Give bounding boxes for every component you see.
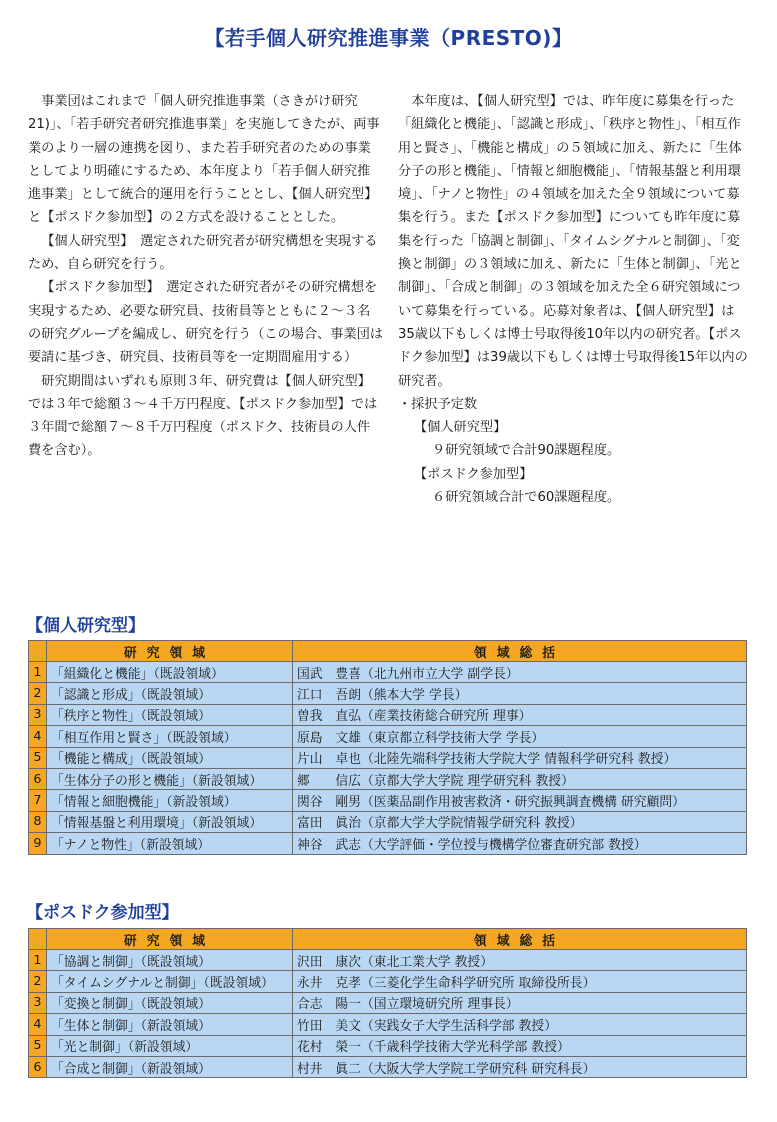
header-field: 研究領域 — [47, 929, 293, 950]
field-supervisor: 郷 信広（京都大学大学院 理学研究科 教授） — [293, 768, 747, 789]
research-field: 「組織化と機能」（既設領域） — [47, 662, 293, 683]
period-budget-paragraph: 研究期間はいずれも原則３年、研究費は【個人研究型】では３年で総額３～４千万円程度、【ポスドク参加型】では３年間で総額７～８千万円程度（ポスドク、技術員の人件費を含む）。 — [28, 373, 378, 459]
research-field: 「情報と細胞機能」（新設領域） — [47, 790, 293, 811]
row-number: 5 — [29, 747, 47, 768]
plan-type1: 【個人研究型】 — [414, 420, 507, 436]
field-supervisor: 沢田 康次（東北工業大学 教授） — [293, 950, 747, 971]
field-supervisor: 国武 豊喜（北九州市立大学 副学長） — [293, 662, 747, 683]
table-row — [29, 811, 747, 832]
field-supervisor: 片山 卓也（北陸先端科学技術大学院大学 情報科学研究科 教授） — [293, 747, 747, 768]
field-supervisor: 富田 眞治（京都大学大学院情報学研究科 教授） — [293, 811, 747, 832]
plan-type1-detail: ９研究領域で合計90課題程度。 — [432, 443, 621, 459]
section-heading-individual: 【個人研究型】 — [26, 616, 145, 636]
research-field: 「生体分子の形と機能」（新設領域） — [47, 768, 293, 789]
research-field: 「機能と構成」（既設領域） — [47, 747, 293, 768]
research-field: 「情報基盤と利用環境」（新設領域） — [47, 811, 293, 832]
postdoc-type-paragraph: 【ポスドク参加型】 選定された研究者がその研究構想を実現するため、必要な研究員、技術員等とともに２～３名の研究グループを編成し、研究を行う（この場合、事業団は要請に基づき、研究員、技術員等を一定期間雇用する） — [28, 280, 384, 366]
row-number: 4 — [29, 1014, 47, 1035]
row-number: 1 — [29, 662, 47, 683]
table-row — [29, 950, 747, 971]
individual-type-paragraph: 【個人研究型】 選定された研究者が研究構想を実現するため、自ら研究を行う。 — [28, 233, 378, 273]
field-supervisor: 関谷 剛男（医薬品副作用被害救済・研究振興調査機構 研究顧問） — [293, 790, 747, 811]
field-supervisor: 原島 文雄（東京都立科学技術大学 学長） — [293, 726, 747, 747]
research-field: 「変換と制御」（既設領域） — [47, 992, 293, 1013]
page-title: 【若手個人研究推進事業（PRESTO)】 — [204, 26, 573, 50]
field-supervisor: 曽我 直弘（産業技術総合研究所 理事） — [293, 704, 747, 725]
row-number: 6 — [29, 768, 47, 789]
research-field: 「秩序と物性」（既設領域） — [47, 704, 293, 725]
intro-paragraph: 事業団はこれまで「個人研究推進事業（さきがけ研究21)」、「若手研究者研究推進事業」を実施してきたが、両事業のより一層の連携を図り、また若手研究者のための事業としてより明確にするため、本年度より「若手個人研究推進事業」として統合的運用を行うこととし、【個人研究型】と【ポスドク参加型】の２方式を設けることとした。 — [28, 94, 380, 226]
table-row — [29, 768, 747, 789]
table-row — [29, 790, 747, 811]
header-num-cell — [29, 929, 47, 950]
body-columns — [28, 90, 750, 509]
table-row — [29, 662, 747, 683]
row-number: 9 — [29, 833, 47, 854]
research-field: 「光と制御」（新設領域） — [47, 1035, 293, 1056]
field-supervisor: 合志 陽一（国立環境研究所 理事長） — [293, 992, 747, 1013]
plan-type2-detail: ６研究領域合計で60課題程度。 — [432, 490, 621, 506]
plan-type2: 【ポスドク参加型】 — [414, 466, 533, 482]
right-column — [398, 90, 750, 509]
table-row — [29, 704, 747, 725]
table-row — [29, 747, 747, 768]
row-number: 8 — [29, 811, 47, 832]
table-row — [29, 1035, 747, 1056]
research-field: 「協調と制御」（既設領域） — [47, 950, 293, 971]
row-number: 1 — [29, 950, 47, 971]
row-number: 4 — [29, 726, 47, 747]
header-supervisor: 領域総括 — [293, 641, 747, 662]
field-supervisor: 江口 吾朗（熊本大学 学長） — [293, 683, 747, 704]
header-field: 研究領域 — [47, 641, 293, 662]
research-field: 「合成と制御」（新設領域） — [47, 1056, 293, 1077]
table-header-row — [29, 929, 747, 950]
field-supervisor: 花村 榮一（千歳科学技術大学光科学部 教授） — [293, 1035, 747, 1056]
field-supervisor: 竹田 美文（実践女子大学生活科学部 教授） — [293, 1014, 747, 1035]
table-row — [29, 992, 747, 1013]
header-supervisor: 領域総括 — [293, 929, 747, 950]
left-column — [28, 90, 383, 509]
table-row — [29, 833, 747, 854]
row-number: 7 — [29, 790, 47, 811]
table-row — [29, 971, 747, 992]
header-num-cell — [29, 641, 47, 662]
table-row — [29, 726, 747, 747]
table-header-row — [29, 641, 747, 662]
research-field: 「認識と形成」（既設領域） — [47, 683, 293, 704]
field-supervisor: 神谷 武志（大学評価・学位授与機構学位審査研究部 教授） — [293, 833, 747, 854]
table-row — [29, 1056, 747, 1077]
research-field: 「相互作用と賢さ」（既設領域） — [47, 726, 293, 747]
postdoc-fields-table — [28, 928, 747, 1078]
section-heading-postdoc: 【ポスドク参加型】 — [26, 903, 179, 923]
research-field: 「生体と制御」（新設領域） — [47, 1014, 293, 1035]
row-number: 2 — [29, 683, 47, 704]
plan-heading: ・採択予定数 — [398, 396, 478, 412]
row-number: 5 — [29, 1035, 47, 1056]
row-number: 3 — [29, 992, 47, 1013]
field-supervisor: 村井 眞二（大阪大学大学院工学研究科 研究科長） — [293, 1056, 747, 1077]
field-supervisor: 永井 克孝（三菱化学生命科学研究所 取締役所長） — [293, 971, 747, 992]
recruitment-paragraph: 本年度は、【個人研究型】では、昨年度に募集を行った「組織化と機能」、「認識と形成」、「秩序と物性」、「相互作用と賢さ」、「機能と構成」の５領域に加え、新たに「生体分子の形と機能」、「情報と細胞機能」、「情報基盤と利用環境」、「ナノと物性」の４領域を加えた全９領域について募集を行う。また【ポスドク参加型】についても昨年度に募集を行った「協調と制御」、「タイムシグナルと制御」、「変換と制御」の３領域に加え、新たに「生体と制御」、「光と制御」、「合成と制御」の３領域を加えた全６研究領域について募集を行っている。応募対象者は、【個人研究型】は35歳以下もしくは博士号取得後10年以内の研究者。【ポスドク参加型】は39歳以下もしくは博士号取得後15年以内の研究者。 — [398, 94, 748, 389]
individual-fields-table — [28, 640, 747, 855]
table-row — [29, 1014, 747, 1035]
row-number: 3 — [29, 704, 47, 725]
row-number: 6 — [29, 1056, 47, 1077]
research-field: 「ナノと物性」（新設領域） — [47, 833, 293, 854]
research-field: 「タイムシグナルと制御」（既設領域） — [47, 971, 293, 992]
table-row — [29, 683, 747, 704]
row-number: 2 — [29, 971, 47, 992]
